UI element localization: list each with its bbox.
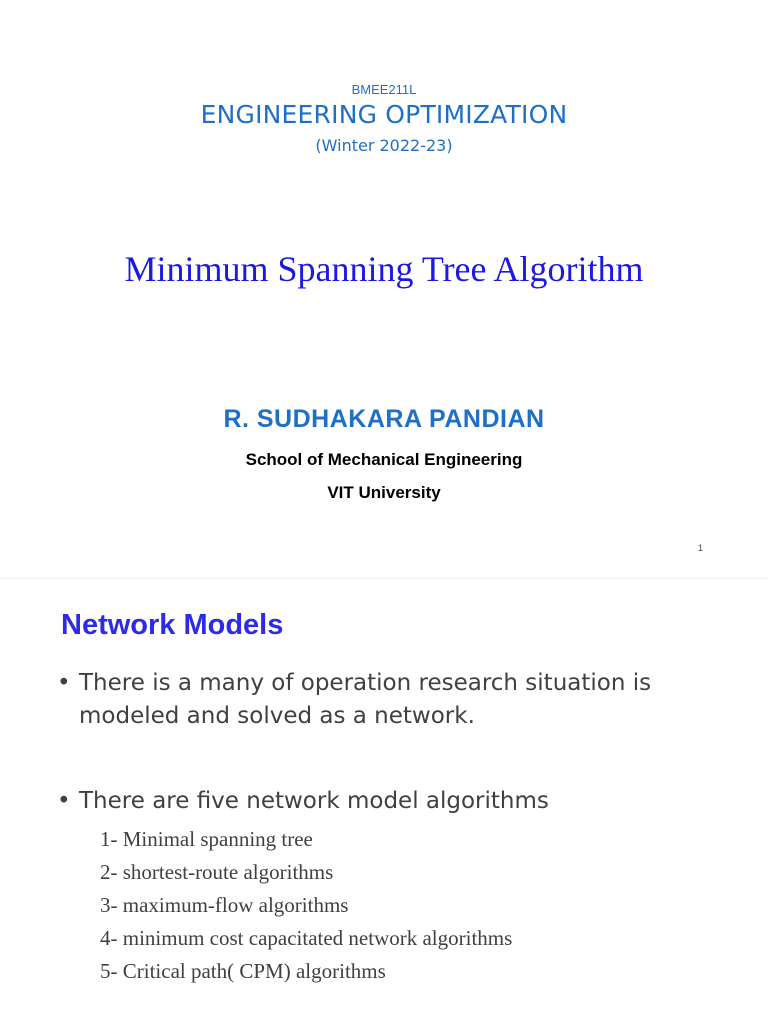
school-name: School of Mechanical Engineering — [245, 450, 523, 469]
list-item: 3- maximum-flow algorithms — [100, 893, 349, 917]
section-title: Network Models — [61, 609, 284, 641]
course-code: BMEE211L — [351, 82, 417, 97]
bullet-text-line: modeled and solved as a network. — [79, 703, 475, 729]
bullet-symbol: • — [57, 788, 71, 814]
semester-label: (Winter 2022-23) — [315, 136, 453, 155]
university-name: VIT University — [327, 483, 441, 502]
topic-title: Minimum Spanning Tree Algorithm — [124, 249, 644, 289]
bullet-item — [57, 785, 549, 818]
list-item: 4- minimum cost capacitated network algorithms — [100, 926, 513, 950]
bullet-item — [57, 667, 651, 733]
bullet-text-line: There is a many of operation research situation is — [79, 670, 652, 696]
bullet-text-line: There are five network model algorithms — [79, 788, 549, 814]
list-item: 2- shortest-route algorithms — [100, 860, 334, 884]
algorithm-list — [100, 823, 512, 988]
course-title: ENGINEERING OPTIMIZATION — [200, 100, 568, 129]
slide-divider — [0, 578, 768, 579]
bullet-symbol: • — [57, 670, 71, 696]
list-item: 1- Minimal spanning tree — [100, 827, 313, 851]
list-item: 5- Critical path( CPM) algorithms — [100, 959, 386, 983]
author-name: R. SUDHAKARA PANDIAN — [223, 405, 545, 433]
page-number: 1 — [698, 543, 704, 553]
